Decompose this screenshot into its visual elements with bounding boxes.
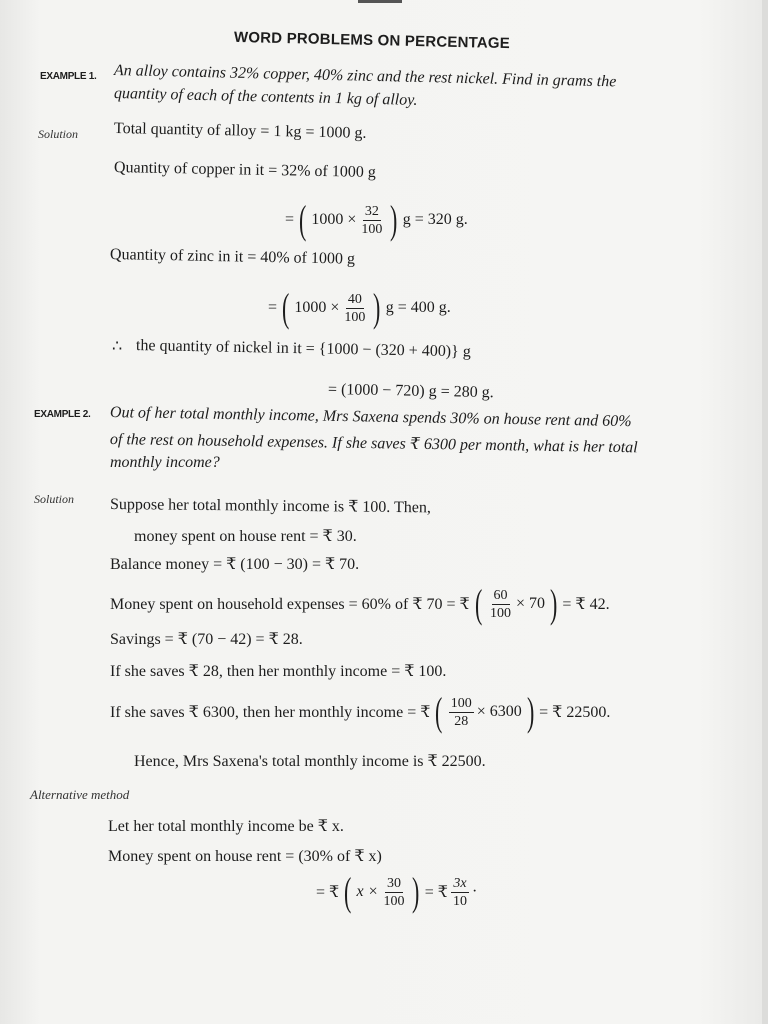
denominator: 10 <box>452 893 467 909</box>
calc-text: If she saves ₹ 6300, then her monthly income = ₹ <box>110 704 431 721</box>
ex1-zinc-calc <box>268 285 451 330</box>
example-1-question-line-1: An alloy contains 32% copper, 40% zinc and the rest nickel. Find in grams the <box>113 62 617 91</box>
ex1-line-total: Total quantity of alloy = 1 kg = 1000 g. <box>113 120 367 142</box>
denominator: 100 <box>344 309 366 325</box>
right-paren: ) <box>373 285 381 330</box>
example-2-question-line-1: Out of her total monthly income, Mrs Saxena spends 30% on house rent and 60% <box>109 404 632 431</box>
ex2-income-calc <box>110 689 611 734</box>
page-edge <box>762 0 768 1024</box>
numerator: 30 <box>386 875 401 891</box>
calc-result: = ₹ 42. <box>562 596 610 613</box>
denominator: 100 <box>383 893 405 909</box>
section-title: WORD PROBLEMS ON PERCENTAGE <box>233 28 511 53</box>
fraction <box>359 203 384 238</box>
numerator: 40 <box>347 291 362 307</box>
left-paren: ( <box>474 581 483 626</box>
example-2-tag: EXAMPLE 2. <box>34 409 91 420</box>
right-paren: ) <box>412 869 420 914</box>
fraction <box>488 587 513 622</box>
ex2-household-calc <box>110 581 610 626</box>
numerator: 100 <box>450 695 472 711</box>
calc-term: × 70 <box>516 595 546 612</box>
ex2-line-rent: money spent on house rent = ₹ 30. <box>134 528 357 545</box>
numerator: 32 <box>364 203 379 219</box>
left-paren: ( <box>282 285 290 330</box>
numerator: 3x <box>453 875 467 891</box>
ex2-line-suppose: Suppose her total monthly income is ₹ 100. Then, <box>109 496 432 517</box>
alt-line-rent: Money spent on house rent = (30% of ₹ x) <box>108 848 382 865</box>
calc-result: = ₹ 22500. <box>539 704 611 721</box>
denominator: 100 <box>361 221 383 237</box>
example-1-question-line-2: quantity of each of the contents in 1 kg of alloy. <box>113 85 418 109</box>
eq-sign: = <box>268 299 278 316</box>
denominator: 100 <box>490 605 512 621</box>
ex2-line-saves-28: If she saves ₹ 28, then her monthly income = ₹ 100. <box>110 663 447 680</box>
denominator: 28 <box>454 713 469 729</box>
ex1-copper-calc <box>285 197 468 242</box>
example-2-question-line-3: monthly income? <box>110 454 220 471</box>
left-paren: ( <box>435 689 443 734</box>
right-paren: ) <box>550 581 558 626</box>
example-2-question-line-2: of the rest on household expenses. If she saves ₹ 6300 per month, what is her total <box>109 431 638 457</box>
right-paren: ) <box>526 689 535 734</box>
calc-text: = ₹ <box>316 884 340 901</box>
page-top-rule <box>358 0 402 3</box>
example-1-solution-tag: Solution <box>38 127 79 141</box>
alt-rent-calc <box>316 869 478 914</box>
fraction <box>449 695 474 730</box>
alternative-method-tag: Alternative method <box>30 787 130 802</box>
ex2-line-conclusion: Hence, Mrs Saxena's total monthly income is ₹ 22500. <box>134 753 486 770</box>
ex1-line-nickel-result: = (1000 − 720) g = 280 g. <box>327 381 494 402</box>
calc-result: g = 400 g. <box>385 299 451 316</box>
ex2-line-savings: Savings = ₹ (70 − 42) = ₹ 28. <box>110 631 303 648</box>
alt-line-let: Let her total monthly income be ₹ x. <box>108 818 344 835</box>
eq-sign: = <box>285 211 295 228</box>
ex1-line-zinc: Quantity of zinc in it = 40% of 1000 g <box>109 246 356 268</box>
ex2-line-balance: Balance money = ₹ (100 − 30) = ₹ 70. <box>110 556 360 573</box>
calc-text: = ₹ <box>424 884 448 901</box>
fraction <box>381 875 406 910</box>
fraction <box>342 291 367 326</box>
calc-text: Money spent on household expenses = 60% of ₹ 70 = ₹ <box>110 596 470 613</box>
end-dot: · <box>471 883 478 900</box>
calc-result: g = 320 g. <box>402 211 468 228</box>
numerator: 60 <box>493 587 508 603</box>
calc-term: 1000 × <box>294 299 340 316</box>
calc-term: 1000 × <box>311 211 357 228</box>
left-paren: ( <box>344 869 352 914</box>
example-1-tag: EXAMPLE 1. <box>40 71 97 82</box>
calc-term: × 6300 <box>476 703 522 720</box>
calc-term: x × <box>356 883 379 900</box>
left-paren: ( <box>299 197 307 242</box>
ex1-line-copper: Quantity of copper in it = 32% of 1000 g <box>113 159 376 182</box>
right-paren: ) <box>390 197 398 242</box>
fraction-result <box>451 875 469 910</box>
therefore-symbol: ∴ <box>112 338 123 355</box>
example-2-solution-tag: Solution <box>34 492 75 506</box>
ex1-line-nickel: the quantity of nickel in it = {1000 − (320 + 400)} g <box>135 337 471 361</box>
